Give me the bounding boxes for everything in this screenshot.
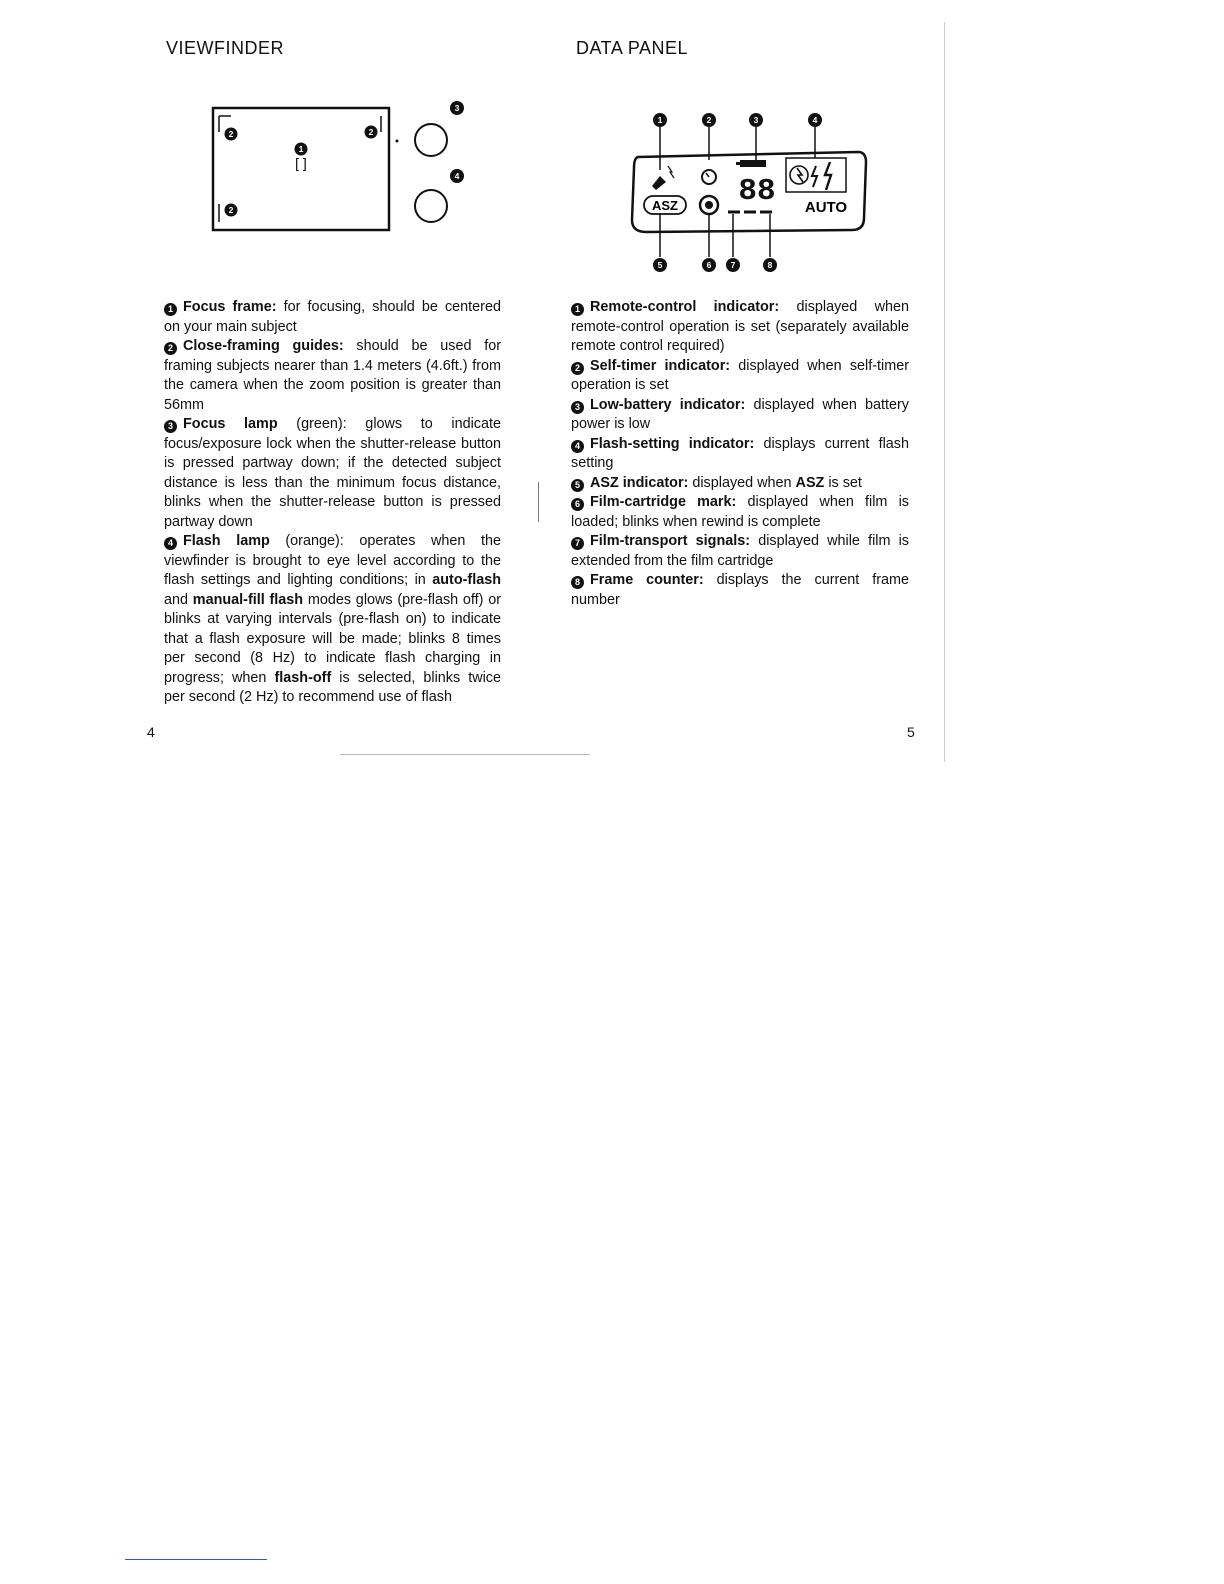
- item-text: and: [164, 591, 193, 608]
- item-text: displayed when: [688, 474, 796, 491]
- item-number: 1: [571, 303, 584, 316]
- item-text: displayed when battery power is low: [571, 396, 909, 432]
- item-term: flash-off: [274, 669, 332, 686]
- page-number-left: 4: [147, 724, 155, 740]
- data-panel-heading: DATA PANEL: [576, 38, 689, 58]
- data-panel-item: [571, 357, 909, 396]
- frame-counter-digits: 88: [738, 174, 776, 209]
- item-text: (green): glows to indicate focus/exposure lock when the shutter-release button is pressed partway down; if the detected subject distance is less than the minimum focus distance, blinks when the shutter-release button is pressed partway down: [164, 416, 502, 530]
- item-term: Low-battery indicator:: [590, 396, 746, 413]
- item-term: Remote-control indicator:: [590, 299, 780, 315]
- data-panel-item: [571, 493, 909, 532]
- data-panel-item: [571, 396, 909, 435]
- item-number: 3: [164, 420, 177, 433]
- item-text: modes glows (pre-flash off) or blinks at varying intervals (pre-flash on) to indicate that a flash exposure will be made; blinks 8 times per second (8 Hz) to indicate flash charging in progress; when: [164, 591, 501, 686]
- data-panel-item: [571, 532, 909, 571]
- item-term: Frame counter:: [590, 572, 704, 588]
- data-panel-diagram: [620, 100, 880, 285]
- item-text: is selected, blinks twice per second (2 Hz) to recommend use of flash: [164, 669, 501, 705]
- item-text: is set: [824, 474, 862, 491]
- viewfinder-descriptions: [164, 298, 501, 708]
- vf-marker-text: 2: [228, 205, 234, 215]
- scan-edge-line: [944, 22, 945, 762]
- dp-marker-text: 3: [753, 115, 759, 125]
- item-text: should be used for framing subjects nearer than 1.4 meters (4.6ft.) from the camera when the zoom position is greater than 56mm: [164, 338, 501, 413]
- dp-marker-text: 7: [730, 260, 736, 270]
- data-panel-descriptions: [571, 298, 909, 610]
- item-term: Flash-setting indicator:: [590, 435, 755, 452]
- focus-frame-bracket: [ ]: [295, 155, 307, 171]
- viewfinder-item: [164, 298, 501, 337]
- item-term: Focus frame:: [183, 299, 277, 315]
- dp-bottom-markers: [653, 258, 777, 272]
- vf-marker-text: 4: [454, 171, 460, 181]
- viewfinder-marker-2a: [225, 128, 238, 141]
- data-panel-item: [571, 571, 909, 610]
- item-number: 6: [571, 498, 584, 511]
- dp-marker-text: 4: [812, 115, 818, 125]
- item-text: displayed while film is extended from the film cartridge: [571, 533, 909, 569]
- viewfinder-marker-2c: [225, 204, 238, 217]
- item-text: displayed when remote-control operation is set (separately available remote control required): [571, 299, 909, 354]
- item-term: Film-cartridge mark:: [590, 494, 737, 510]
- item-term: Film-transport signals:: [590, 533, 751, 549]
- vf-marker-text: 3: [454, 103, 460, 113]
- item-text: for focusing, should be centered on your main subject: [164, 299, 501, 335]
- item-text: displays current flash setting: [571, 435, 910, 471]
- flash-lamp: [415, 169, 464, 222]
- dp-marker-text: 8: [767, 260, 773, 270]
- item-number: 5: [571, 479, 584, 492]
- item-number: 8: [571, 576, 584, 589]
- auto-label: AUTO: [804, 199, 848, 216]
- page-number-right: 5: [907, 724, 915, 740]
- data-panel-item: [571, 435, 909, 474]
- vf-marker-text: 2: [228, 129, 234, 139]
- item-number: 3: [571, 401, 584, 414]
- item-term: Close-framing guides:: [183, 338, 344, 354]
- data-panel-item: [571, 474, 909, 494]
- item-term: Focus lamp: [183, 416, 278, 432]
- item-number: 2: [571, 362, 584, 375]
- item-term: ASZ indicator:: [590, 474, 689, 491]
- viewfinder-marker-2b: [365, 126, 378, 139]
- item-term: Flash lamp: [183, 533, 270, 549]
- viewfinder-diagram: [205, 96, 485, 246]
- dp-marker-text: 5: [657, 260, 663, 270]
- item-text: displayed when film is loaded; blinks when rewind is complete: [571, 494, 909, 530]
- self-timer-icon: [702, 170, 716, 184]
- focus-frame-marker: [295, 143, 308, 156]
- dp-marker-text: 1: [657, 115, 663, 125]
- focus-lamp: [415, 101, 464, 156]
- viewfinder-item: [164, 415, 501, 532]
- data-panel-item: [571, 298, 909, 357]
- low-battery-icon: [736, 160, 766, 167]
- footer-blue-line: [125, 1559, 267, 1560]
- dp-marker-text: 6: [706, 260, 712, 270]
- item-text: displays the current frame number: [571, 572, 910, 608]
- gutter-mark: [538, 482, 539, 522]
- dp-top-markers: [653, 113, 822, 127]
- item-number: 7: [571, 537, 584, 550]
- film-cartridge-icon: [700, 196, 718, 214]
- item-text: displayed when self-timer operation is set: [571, 357, 909, 393]
- remote-control-icon: [652, 166, 674, 190]
- viewfinder-item: [164, 532, 501, 708]
- vf-marker-text: 2: [368, 127, 374, 137]
- item-term: auto-flash: [432, 572, 501, 588]
- item-term: ASZ: [795, 474, 825, 491]
- viewfinder-heading: VIEWFINDER: [166, 38, 285, 58]
- vf-marker-text: 1: [298, 144, 304, 154]
- viewfinder-item: [164, 337, 501, 415]
- item-number: 4: [164, 537, 177, 550]
- asz-label: ASZ: [652, 198, 678, 213]
- asz-indicator: [644, 196, 686, 214]
- scan-bottom-line: [340, 754, 590, 755]
- item-term: manual-fill flash: [192, 591, 304, 608]
- item-number: 2: [164, 342, 177, 355]
- flash-setting-icon: [786, 158, 846, 192]
- item-number: 1: [164, 303, 177, 316]
- item-number: 4: [571, 440, 584, 453]
- dp-marker-text: 2: [706, 115, 712, 125]
- item-text: (orange): operates when the viewfinder is brought to eye level according to the flash settings and lighting conditions; in: [164, 533, 502, 588]
- item-term: Self-timer indicator:: [590, 357, 731, 374]
